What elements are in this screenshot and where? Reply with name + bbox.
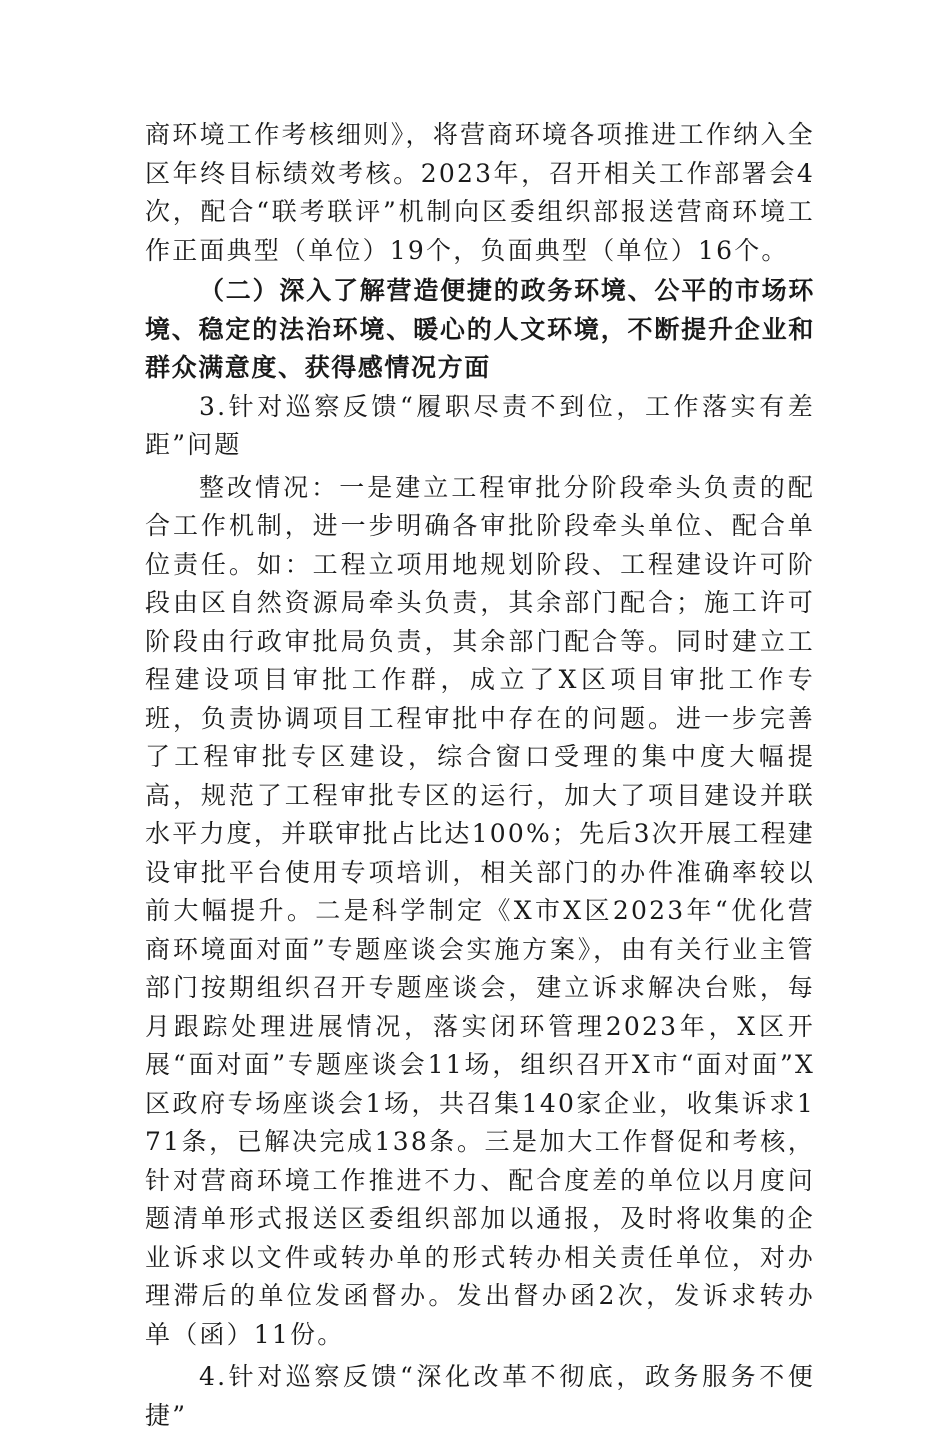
document-body: [145, 116, 815, 1435]
section-heading-2: （二）深入了解营造便捷的政务环境、公平的市场环境、稳定的法治环境、暖心的人文环境，不断提升企业和群众满意度、获得感情况方面: [145, 276, 815, 382]
item-3-title: 3.针对巡察反馈“履职尽责不到位，工作落实有差距”问题: [145, 391, 815, 459]
item-4-title: 4.针对巡察反馈“深化改革不彻底，政务服务不便捷”: [145, 1362, 815, 1430]
rectification-paragraph: 整改情况：一是建立工程审批分阶段牵头负责的配合工作机制，进一步明确各审批阶段牵头单位、配合单位责任。如：工程立项用地规划阶段、工程建设许可阶段由区自然资源局牵头负责，其余部门配合；施工许可阶段由行政审批局负责，其余部门配合等。同时建立工程建设项目审批工作群，成立了X区项目审批工作专班，负责协调项目工程审批中存在的问题。进一步完善了工程审批专区建设，综合窗口受理的集中度大幅提高，规范了工程审批专区的运行，加大了项目建设并联水平力度，并联审批占比达100%；先后3次开展工程建设审批平台使用专项培训，相关部门的办件准确率较以前大幅提升。二是科学制定《X市X区2023年“优化营商环境面对面”专题座谈会实施方案》，由有关行业主管部门按期组织召开专题座谈会，建立诉求解决台账，每月跟踪处理进展情况，落实闭环管理2023年，X区开展“面对面”专题座谈会11场，组织召开X市“面对面”X区政府专场座谈会1场，共召集140家企业，收集诉求171条，已解决完成138条。三是加大工作督促和考核，针对营商环境工作推进不力、配合度差的单位以月度问题清单形式报送区委组织部加以通报，及时将收集的企业诉求以文件或转办单的形式转办相关责任单位，对办理滞后的单位发函督办。发出督办函2次，发诉求转办单（函）11份。: [145, 472, 815, 1349]
body-paragraph-continuation: 商环境工作考核细则》，将营商环境各项推进工作纳入全区年终目标绩效考核。2023年，召开相关工作部署会4次，配合“联考联评”机制向区委组织部报送营商环境工作正面典型（单位）19个，负面典型（单位）16个。: [145, 120, 815, 265]
